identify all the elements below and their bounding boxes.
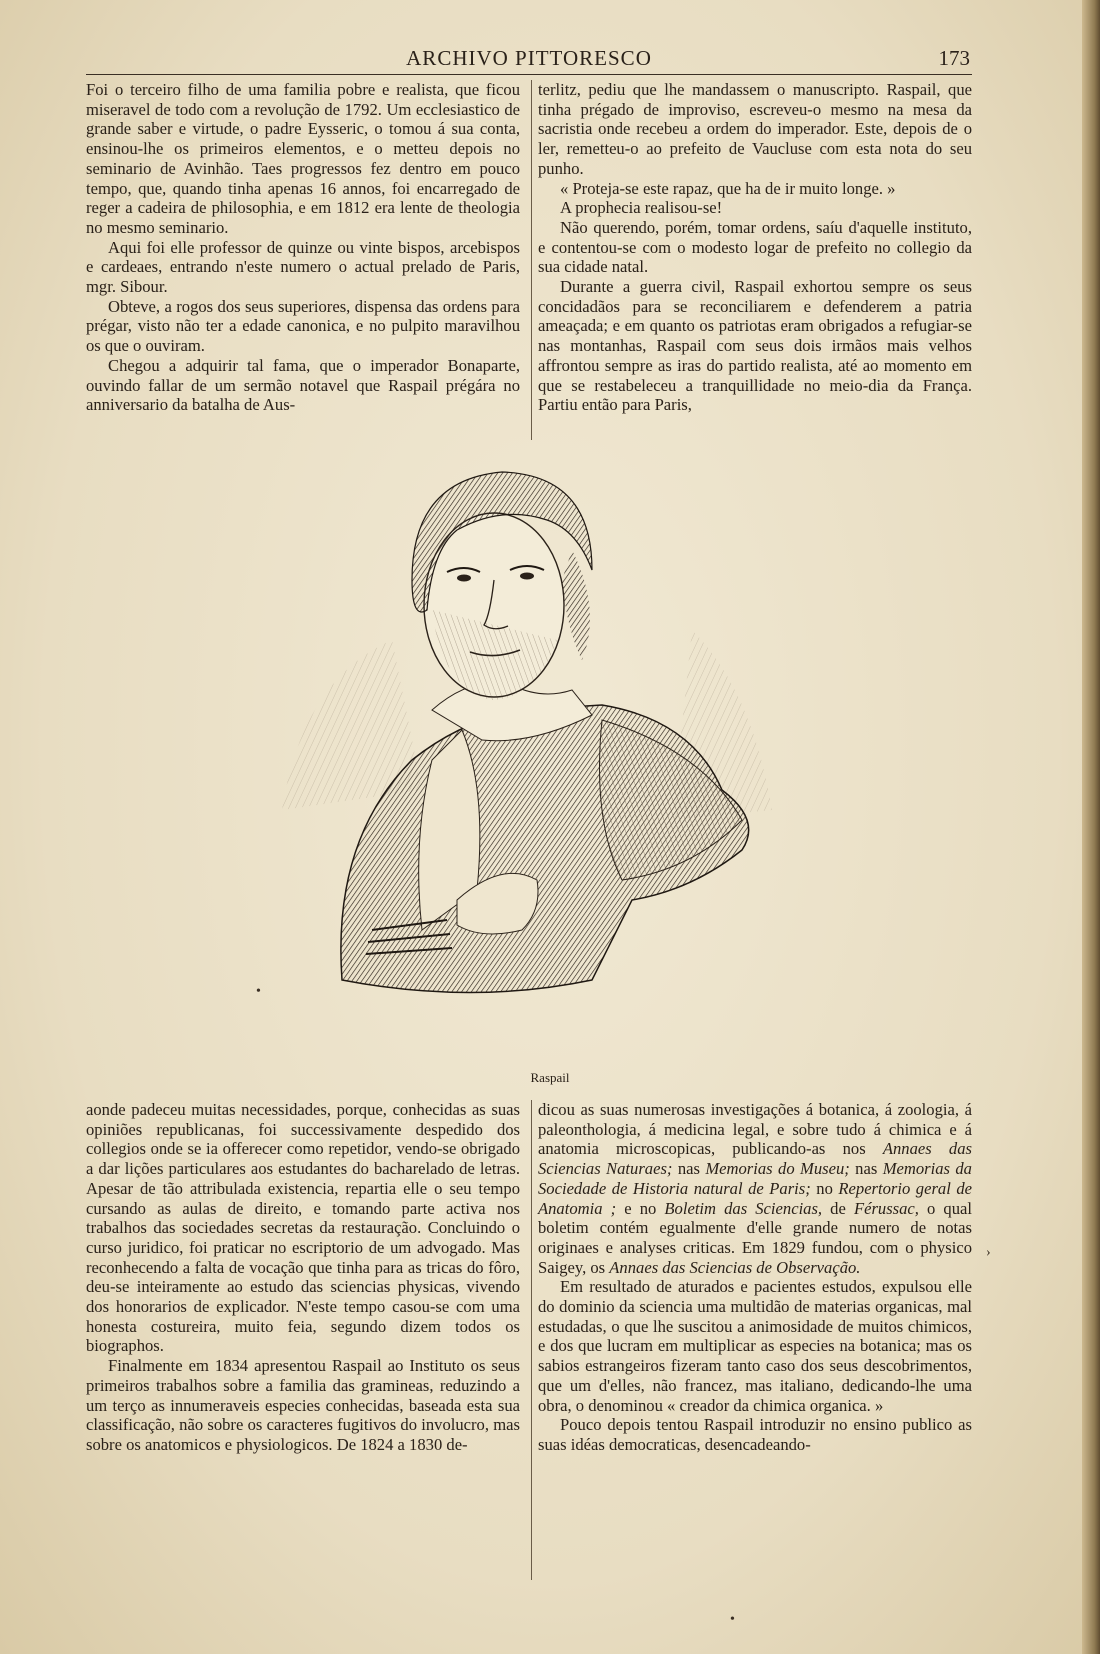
paragraph: Em resultado de aturados e pacientes estudos, expulsou elle do dominio da sciencia uma multidão de materias organicas, mal estudadas, o que lhe suscitou a animosidade de muitos chimicos, e dos que lucram em multiplicar as especies na botanica; mas os sabios estrangeiros fizeram tanto caso dos seus descobrimentos, que um d'elles, não francez, mas italiano, dedicando-lhe uma obra, o denominou « creador da chimica organica. »: [538, 1277, 972, 1415]
text-column-bottom-right: [538, 1100, 972, 1455]
text-column-bottom-left: [86, 1100, 520, 1455]
ink-speck: •: [730, 1612, 735, 1627]
ink-speck: •: [256, 984, 261, 999]
column-divider: [531, 1100, 532, 1580]
paragraph: Chegou a adquirir tal fama, que o imperador Bonaparte, ouvindo fallar de um sermão notavel que Raspail prégára no anniversario da batalha de Aus-: [86, 355, 520, 415]
paragraph: Pouco depois tentou Raspail introduzir no ensino publico as suas idéas democraticas, desencadeando-: [538, 1415, 972, 1454]
paragraph: Aqui foi elle professor de quinze ou vinte bispos, arcebispos e cardeaes, entrando n'este numero o actual prelado de Paris, mgr. Sibour.: [86, 237, 520, 297]
paragraph: dicou as suas numerosas investigações á botanica, á zoologia, á paleonthologia, á medicina legal, e sobre tudo á chimica e á anatomia microscopicas, publicando-as nos Annaes das Sciencias Naturaes; nas Memorias do Museu; nas Memorias da Sociedade de Historia natural de Paris; no Repertorio geral de Anatomia ; e no Boletim das Sciencias, de Férussac, o qual boletim contém egualmente d'elle grande numero de notas originaes e analyses criticas. Em 1829 fundou, com o physico Saigey, os Annaes das Sciencias de Observação.: [538, 1100, 972, 1277]
quotation: « Proteja-se este rapaz, que ha de ir muito longe. »: [560, 178, 896, 198]
book-spine: [1082, 0, 1100, 1654]
running-title: ARCHIVO PITTORESCO: [406, 46, 652, 70]
figure-caption: Raspail: [530, 1070, 570, 1085]
paragraph: Finalmente em 1834 apresentou Raspail ao Instituto os seus primeiros trabalhos sobre a familia das gramineas, reduzindo a um terço as innumeraveis especies conhecidas, baseada esta sua classificação, não sobre os caracteres fugitivos do involucro, mas sobre os anatomicos e physiologicos. De 1824 a 1830 de-: [86, 1356, 520, 1454]
ink-speck: ›: [986, 1245, 991, 1260]
paragraph: terlitz, pediu que lhe mandassem o manuscripto. Raspail, que tinha prégado de improviso, escreveu-o mesmo na mesa da sacristia onde recebeu a ordem do imperador. Este, depois de o ler, remetteu-o ao prefeito de Vaucluse com esta nota do seu punho.: [538, 80, 972, 178]
page-number: 173: [938, 46, 970, 70]
paragraph: Obteve, a rogos dos seus superiores, dispensa das ordens para prégar, visto não ter a edade canonica, e no pulpito maravilhou os que o ouviram.: [86, 296, 520, 356]
page-header: [86, 44, 972, 75]
text-column-top-left: [86, 80, 520, 415]
paragraph: aonde padeceu muitas necessidades, porque, conhecidas as suas opiniões republicanas, foi successivamente despedido dos collegios onde se ia offerecer como repetidor, vendo-se obrigado a dar lições particulares aos estudantes do bacharelado de letras. Apesar de tão attribulada existencia, repartia elle o seu tempo cursando as aulas de direito, e tomando parte activa nos trabalhos das sociedades secretas da restauração. Concluindo o curso juridico, foi praticar no escriptorio de um advogado. Mas reconhecendo a falta de vocação que tinha para as tricas do fôro, deu-se inteiramente ao estudo das sciencias physicas, vivendo dos honorarios de explicador. N'este tempo casou-se com uma honesta costureira, muito feia, segundo dizem todos os biographos.: [86, 1100, 520, 1356]
portrait-engraving: [272, 460, 784, 1020]
paragraph: Não querendo, porém, tomar ordens, saíu d'aquelle instituto, e contentou-se com o modesto logar de prefeito no collegio da sua cidade natal.: [538, 217, 972, 277]
text-column-top-right: [538, 80, 972, 415]
column-divider: [531, 80, 532, 440]
paragraph: Durante a guerra civil, Raspail exhortou sempre os seus concidadãos para se reconciliarem e defenderem a patria ameaçada; e em quanto os patriotas eram obrigados a refugiar-se nas montanhas, Raspail com seus dois irmãos mais velhos affrontou sempre as iras do partido realista, até ao momento em que se restabeleceu a tranquillidade no meio-dia da França. Partiu então para Paris,: [538, 277, 972, 415]
paragraph: Foi o terceiro filho de uma familia pobre e realista, que ficou miseravel de todo com a revolução de 1792. Um ecclesiastico de grande saber e virtude, o padre Eysseric, o tomou á sua conta, ensinou-lhe os primeiros elementos, e o metteu depois no seminario de Avinhão. Taes progressos fez dentro em pouco tempo, que, quando tinha apenas 16 annos, foi encarregado de reger a cadeira de philosophia, e em 1812 era lente de theologia no mesmo seminario.: [86, 80, 520, 237]
paragraph: A prophecia realisou-se!: [560, 198, 723, 218]
